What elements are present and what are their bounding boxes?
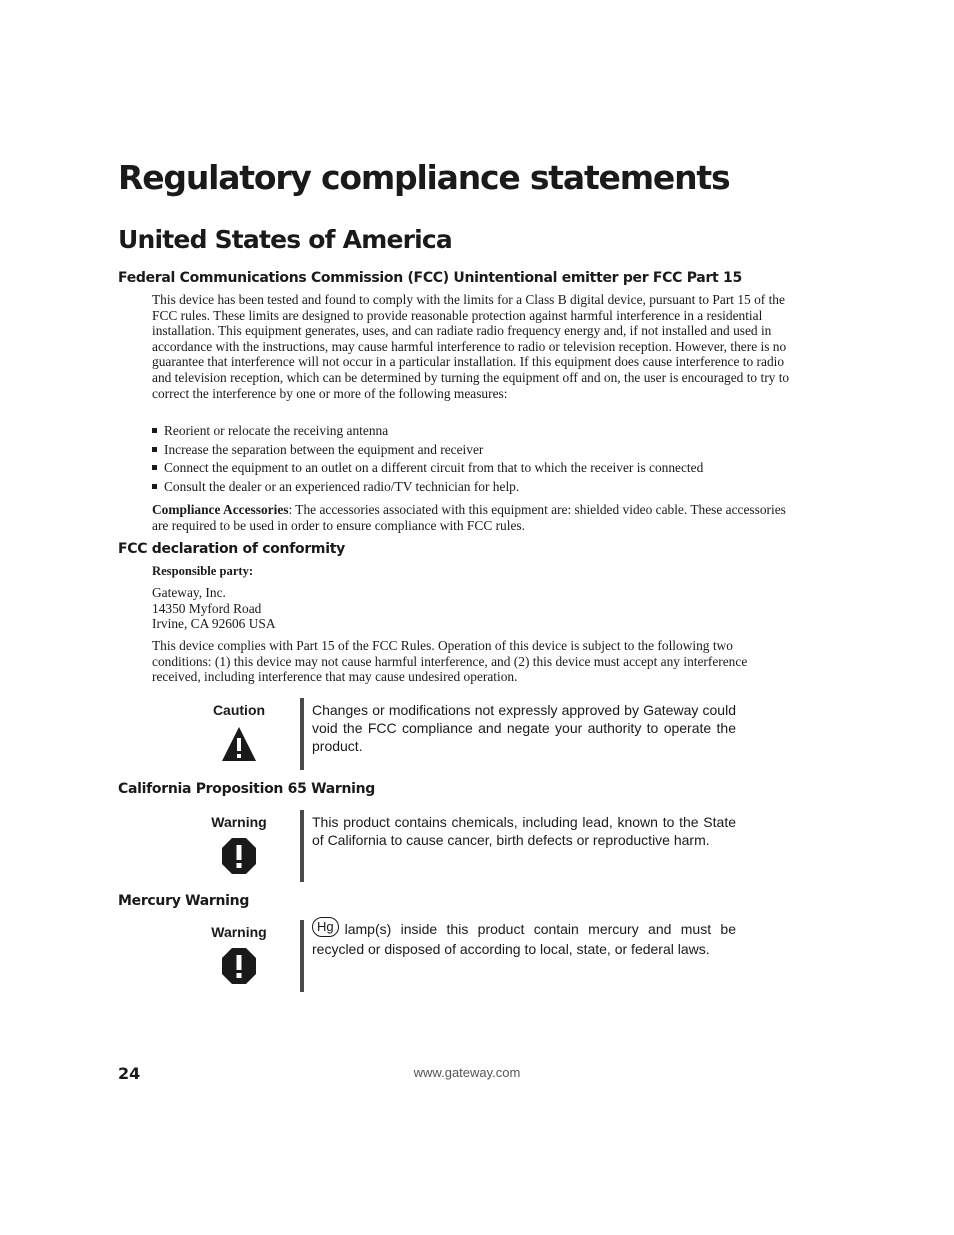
notice-divider: [300, 810, 304, 882]
bullet-icon: [152, 465, 157, 470]
bullet-icon: [152, 484, 157, 489]
compliance-accessories: [152, 502, 792, 533]
conformity-statement: This device complies with Part 15 of the FCC Rules. Operation of this device is subject to the following two conditions: (1) this device may not cause harmful interference, and (2) this device must accept any interference received, including interference that may cause undesired operation.: [152, 638, 748, 685]
page-number: 24: [118, 1064, 141, 1083]
accessories-text: : The accessories associated with this equipment are: shielded video cable. These accessories are required to be used in order to ensure compliance with FCC rules.: [152, 502, 786, 533]
list-item: [152, 422, 792, 441]
address-line: Gateway, Inc.: [152, 585, 226, 600]
list-item: [152, 459, 792, 478]
address-line: 14350 Myford Road: [152, 600, 262, 616]
responsible-party-label: Responsible party:: [152, 564, 254, 578]
section-title: United States of America: [118, 225, 452, 254]
caution-notice: [200, 698, 740, 770]
mercury-text-body: lamp(s) inside this product contain mercury and must be recycled or disposed of according to local, state, or federal laws.: [312, 921, 736, 957]
bullet-icon: [152, 447, 157, 452]
mercury-symbol-icon: Hg: [312, 917, 339, 937]
bullet-icon: [152, 428, 157, 433]
caution-label: Caution: [212, 702, 266, 718]
page-title: Regulatory compliance statements: [118, 158, 730, 197]
footer-url: www.gateway.com: [413, 1065, 521, 1080]
fcc-heading: Federal Communications Commission (FCC) Unintentional emitter per FCC Part 15: [118, 270, 742, 286]
warning-label: Warning: [211, 814, 267, 830]
address: [152, 585, 792, 632]
mercury-text: [312, 920, 736, 958]
warning-label: Warning: [211, 924, 267, 940]
notice-divider: [300, 698, 304, 770]
measure-text: Increase the separation between the equipment and receiver: [164, 441, 484, 457]
measure-text: Consult the dealer or an experienced radio/TV technician for help.: [164, 479, 520, 495]
accessories-label: Compliance Accessories: [152, 502, 289, 517]
notice-divider: [300, 920, 304, 992]
caution-text: Changes or modifications not expressly approved by Gateway could void the FCC compliance and negate your authority to operate the product.: [312, 702, 736, 754]
measures-list: [152, 422, 792, 497]
mercury-warning-notice: [200, 920, 740, 992]
measure-text: Reorient or relocate the receiving antenna: [164, 423, 389, 438]
prop65-text: This product contains chemicals, including lead, known to the State of California to cause cancer, birth defects or reproductive harm.: [312, 814, 736, 848]
warning-triangle-icon: [220, 724, 258, 764]
fcc-paragraph: This device has been tested and found to comply with the limits for a Class B digital device, pursuant to Part 15 of the FCC rules. These limits are designed to provide reasonable protection against harmful interference in a residential installation. This equipment generates, uses, and can radiate radio frequency energy and, if not installed and used in accordance with the instructions, may cause harmful interference to radio or television reception. However, there is no guarantee that interference will not occur in a particular installation. If this equipment does cause interference to radio and television reception, which can be determined by turning the equipment off and on, the user is encouraged to try to correct the interference by one or more of the following measures:: [152, 292, 790, 401]
conformity-heading: FCC declaration of conformity: [118, 541, 345, 557]
address-line: Irvine, CA 92606 USA: [152, 616, 276, 632]
measure-text: Connect the equipment to an outlet on a different circuit from that to which the receiver is connected: [164, 460, 704, 476]
warning-octagon-icon: [220, 836, 258, 876]
warning-octagon-icon: [220, 946, 258, 986]
list-item: [152, 441, 792, 460]
mercury-heading: Mercury Warning: [118, 893, 250, 909]
prop65-warning-notice: [200, 810, 740, 882]
prop65-heading: California Proposition 65 Warning: [118, 781, 376, 797]
list-item: [152, 478, 792, 497]
